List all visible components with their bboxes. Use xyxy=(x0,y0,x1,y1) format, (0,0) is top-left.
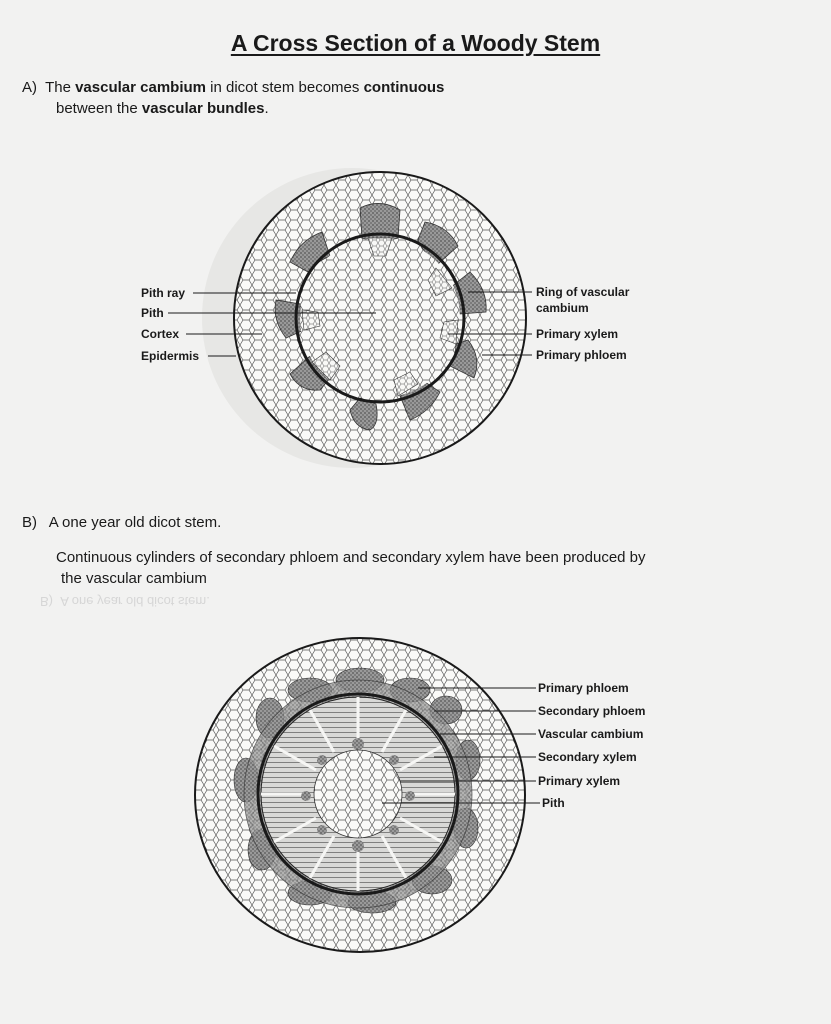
section-b-line2: Continuous cylinders of secondary phloem and secondary xylem have been produced by xyxy=(56,549,646,566)
section-a-line2: between the vascular bundles. xyxy=(56,100,269,117)
section-b-line3: the vascular cambium xyxy=(61,570,207,587)
label-vascular-cambium: Vascular cambium xyxy=(538,727,644,741)
section-a-line1: A) The vascular cambium in dicot stem becomes continuous xyxy=(22,79,445,96)
label-primary-phloem-b: Primary phloem xyxy=(538,681,629,695)
label-pith-b: Pith xyxy=(542,796,565,810)
diagram-a xyxy=(141,168,630,468)
label-secondary-xylem: Secondary xylem xyxy=(538,750,637,764)
label-ring-vascular-cambium-2: cambium xyxy=(536,301,589,315)
page-title: A Cross Section of a Woody Stem xyxy=(230,30,601,56)
diagram-b-pith xyxy=(314,750,402,838)
section-b-line1: B) A one year old dicot stem. xyxy=(22,514,222,531)
label-secondary-phloem: Secondary phloem xyxy=(538,704,646,718)
label-primary-xylem-a: Primary xylem xyxy=(536,327,619,341)
bleed-through-text: B) A one year old dicot stem. xyxy=(40,594,210,609)
label-epidermis: Epidermis xyxy=(141,349,200,363)
label-primary-xylem-b: Primary xylem xyxy=(538,774,621,788)
label-pith-ray: Pith ray xyxy=(141,286,186,300)
label-primary-phloem-a: Primary phloem xyxy=(536,348,627,362)
diagram-b xyxy=(195,638,645,952)
label-cortex: Cortex xyxy=(141,327,180,341)
label-ring-vascular-cambium-1: Ring of vascular xyxy=(536,285,630,299)
label-pith-a: Pith xyxy=(141,306,164,320)
